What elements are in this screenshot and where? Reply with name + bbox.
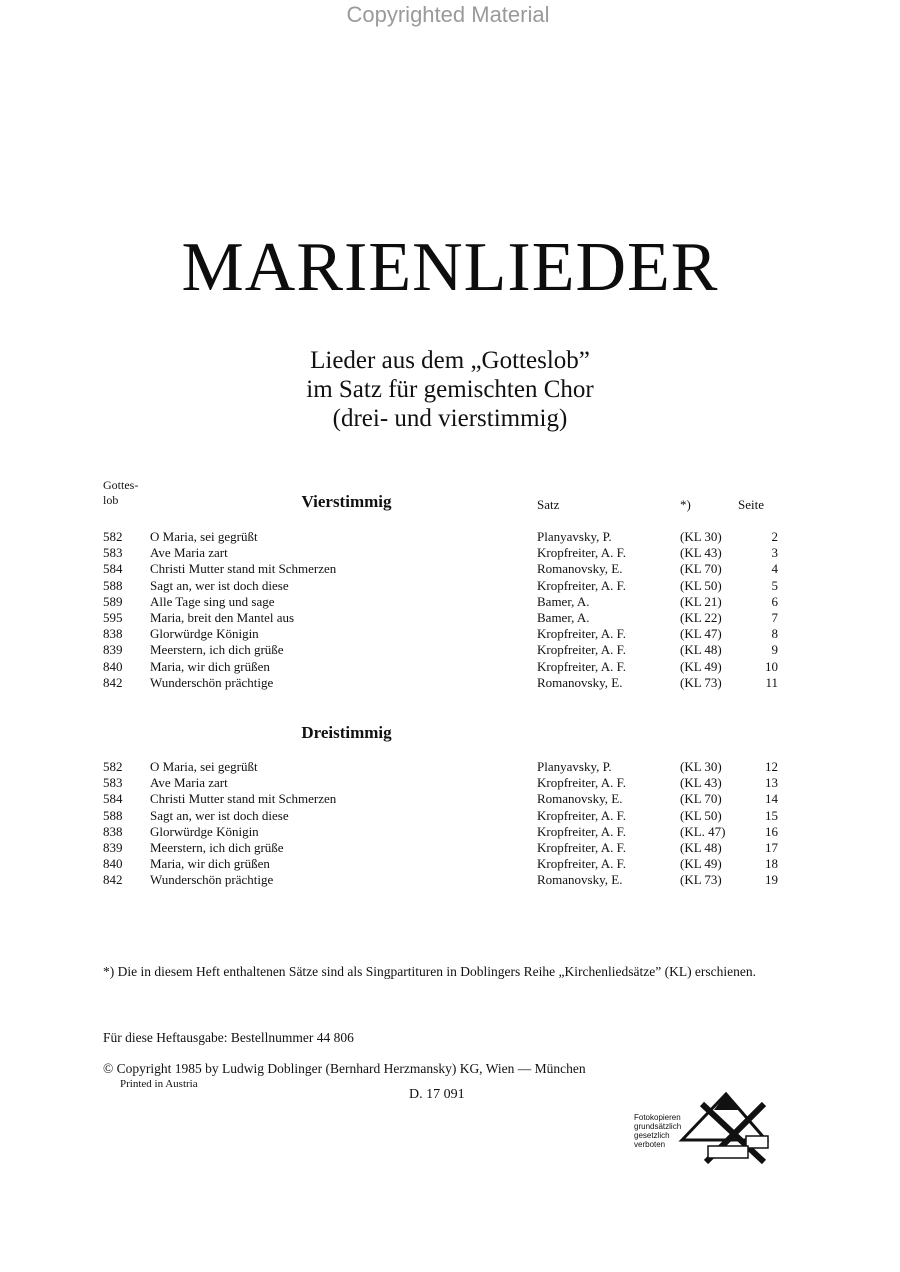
song-title: Ave Maria zart (150, 775, 228, 791)
song-kl-number: (KL 30) (680, 759, 722, 774)
table-row (0, 808, 900, 824)
song-arranger: Bamer, A. (537, 593, 590, 609)
song-number: 595 (103, 609, 123, 625)
song-number: 583 (103, 545, 123, 561)
song-page: 19 (765, 872, 778, 888)
edition-number: D. 17 091 (409, 1087, 465, 1102)
song-number: 584 (103, 791, 123, 807)
table-row (0, 759, 900, 775)
song-title: Sagt an, wer ist doch diese (150, 807, 289, 823)
song-kl-number: (KL 50) (680, 577, 722, 593)
song-number: 588 (103, 807, 123, 823)
table-row (0, 578, 900, 594)
table-row (0, 791, 900, 807)
song-number: 584 (103, 561, 123, 577)
table-row (0, 642, 900, 658)
subtitle-line: im Satz für gemischten Chor (306, 376, 594, 403)
table-row (0, 545, 900, 561)
order-number: Für diese Heftausgabe: Bestellnummer 44 806 (103, 1030, 354, 1045)
table-row (0, 675, 900, 691)
song-page: 5 (771, 577, 778, 593)
song-arranger: Kropfreiter, A. F. (537, 839, 627, 855)
song-kl-number: (KL 43) (680, 545, 722, 561)
song-page: 15 (765, 807, 778, 823)
song-page: 3 (771, 545, 778, 561)
section-heading-dreistimmig: Dreistimmig (301, 723, 392, 742)
song-title: Christi Mutter stand mit Schmerzen (150, 791, 337, 807)
song-kl-number: (KL 48) (680, 642, 722, 658)
song-arranger: Kropfreiter, A. F. (537, 807, 627, 823)
song-arranger: Kropfreiter, A. F. (537, 856, 627, 872)
song-title: Maria, breit den Mantel aus (150, 609, 295, 625)
song-number: 840 (103, 856, 123, 872)
song-page: 4 (771, 561, 778, 577)
song-page: 10 (765, 658, 778, 674)
song-number: 582 (103, 529, 123, 544)
table-row (0, 594, 900, 610)
copyright-watermark: Copyrighted Material (346, 2, 550, 27)
song-number: 842 (103, 872, 123, 888)
song-kl-number: (KL 70) (680, 561, 722, 577)
song-list-dreistimmig (0, 759, 900, 889)
song-title: Glorwürdge Königin (150, 823, 259, 839)
song-arranger: Romanovsky, E. (537, 791, 623, 807)
song-arranger: Kropfreiter, A. F. (537, 626, 627, 642)
song-arranger: Kropfreiter, A. F. (537, 823, 627, 839)
song-page: 17 (765, 839, 778, 855)
song-page: 11 (765, 674, 778, 690)
song-arranger: Planyavsky, P. (537, 759, 612, 774)
song-title: Wunderschön prächtige (150, 674, 274, 690)
table-row (0, 529, 900, 545)
song-title: Ave Maria zart (150, 545, 228, 561)
song-page: 9 (771, 642, 778, 658)
song-title: Wunderschön prächtige (150, 872, 274, 888)
song-page: 6 (771, 593, 778, 609)
table-row (0, 610, 900, 626)
song-page: 7 (771, 609, 778, 625)
song-number: 588 (103, 577, 123, 593)
song-kl-number: (KL 70) (680, 791, 722, 807)
song-title: Alle Tage sing und sage (150, 593, 275, 609)
song-title: Meerstern, ich dich grüße (150, 839, 284, 855)
song-list-vierstimmig (0, 529, 900, 691)
song-title: O Maria, sei gegrüßt (150, 529, 258, 544)
subtitle-line: Lieder aus dem „Gotteslob” (310, 347, 590, 374)
song-title: Glorwürdge Königin (150, 626, 259, 642)
song-title: Maria, wir dich grüßen (150, 856, 270, 872)
song-title: Maria, wir dich grüßen (150, 658, 270, 674)
column-header-gotteslob-line: lob (103, 493, 119, 507)
song-page: 14 (765, 791, 778, 807)
song-number: 840 (103, 658, 123, 674)
song-title: Sagt an, wer ist doch diese (150, 577, 289, 593)
subtitle (0, 346, 900, 433)
song-number: 839 (103, 642, 123, 658)
column-header-gotteslob-line: Gottes- (103, 478, 139, 492)
song-page: 12 (765, 759, 778, 774)
table-row (0, 561, 900, 577)
song-number: 589 (103, 593, 123, 609)
logo-text-line: Fotokopieren grundsätzlich gesetzlich verboten (634, 1113, 682, 1149)
song-arranger: Planyavsky, P. (537, 529, 612, 544)
song-arranger: Kropfreiter, A. F. (537, 642, 627, 658)
column-header-satz: Satz (537, 497, 560, 512)
footnote: *) Die in diesem Heft enthaltenen Sätze sind als Singpartituren in Doblingers Reihe „Kirchenliedsätze” (KL) erschienen. (103, 964, 757, 979)
column-header-seite: Seite (738, 497, 764, 512)
table-row (0, 856, 900, 872)
song-arranger: Kropfreiter, A. F. (537, 658, 627, 674)
song-kl-number: (KL 30) (680, 529, 722, 544)
song-title: Christi Mutter stand mit Schmerzen (150, 561, 337, 577)
copyright-notice: © Copyright 1985 by Ludwig Doblinger (Bernhard Herzmansky) KG, Wien — München (103, 1061, 586, 1076)
song-kl-number: (KL. 47) (680, 823, 726, 839)
section-heading-vierstimmig: Vierstimmig (301, 492, 392, 511)
song-number: 838 (103, 626, 123, 642)
song-number: 582 (103, 759, 123, 774)
table-row (0, 824, 900, 840)
song-arranger: Kropfreiter, A. F. (537, 775, 627, 791)
table-row (0, 775, 900, 791)
song-number: 838 (103, 823, 123, 839)
table-row (0, 659, 900, 675)
song-page: 13 (765, 775, 778, 791)
song-kl-number: (KL 47) (680, 626, 722, 642)
song-kl-number: (KL 49) (680, 658, 722, 674)
song-kl-number: (KL 43) (680, 775, 722, 791)
song-kl-number: (KL 21) (680, 593, 722, 609)
song-title: O Maria, sei gegrüßt (150, 759, 258, 774)
song-arranger: Romanovsky, E. (537, 872, 623, 888)
song-arranger: Romanovsky, E. (537, 561, 623, 577)
song-kl-number: (KL 22) (680, 609, 722, 625)
song-number: 842 (103, 674, 123, 690)
table-row (0, 840, 900, 856)
song-title: Meerstern, ich dich grüße (150, 642, 284, 658)
song-arranger: Kropfreiter, A. F. (537, 577, 627, 593)
table-row (0, 872, 900, 888)
song-kl-number: (KL 49) (680, 856, 722, 872)
song-number: 839 (103, 839, 123, 855)
song-kl-number: (KL 73) (680, 872, 722, 888)
song-arranger: Kropfreiter, A. F. (537, 545, 627, 561)
song-kl-number: (KL 48) (680, 839, 722, 855)
photocopy-prohibited-logo (634, 1090, 774, 1164)
printed-in: Printed in Austria (120, 1078, 198, 1090)
column-header-kl: *) (680, 497, 691, 512)
song-number: 583 (103, 775, 123, 791)
page-title: MARIENLIEDER (181, 229, 719, 306)
song-page: 18 (765, 856, 778, 872)
song-kl-number: (KL 50) (680, 807, 722, 823)
song-arranger: Romanovsky, E. (537, 674, 623, 690)
table-row (0, 626, 900, 642)
song-kl-number: (KL 73) (680, 674, 722, 690)
song-arranger: Bamer, A. (537, 609, 590, 625)
subtitle-line: (drei- und vierstimmig) (332, 405, 568, 432)
song-page: 8 (771, 626, 778, 642)
song-page: 2 (771, 529, 778, 544)
song-page: 16 (765, 823, 778, 839)
